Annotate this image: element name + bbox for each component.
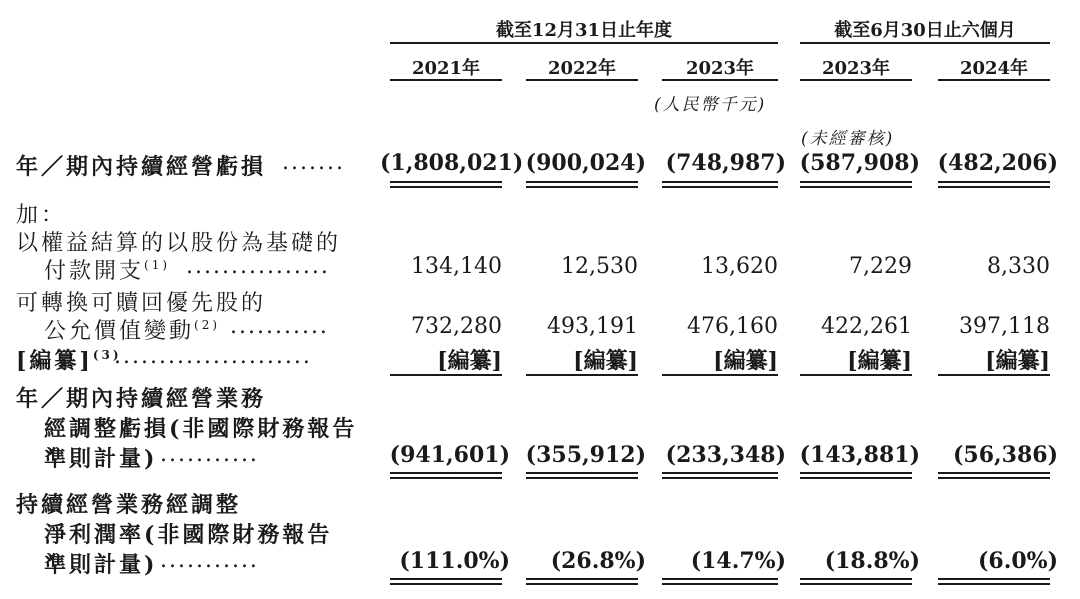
- adj-margin-leader: ...........: [160, 548, 259, 573]
- redacted-label: [編纂]$^{(3)}$: [16, 348, 122, 374]
- fair-value-label-line1: 可轉換可贖回優先股的: [16, 291, 267, 316]
- fair-value-2023: 476,160: [687, 314, 778, 339]
- adj-margin-2024-h1: (6.0%): [978, 548, 1058, 574]
- loss-underline-2022-a: [526, 181, 638, 183]
- redacted-2023: [編纂]: [713, 348, 778, 374]
- redacted-2023-h1: [編纂]: [847, 348, 912, 374]
- redacted-rule-2021: [390, 374, 502, 376]
- year-rule-2021: [390, 79, 502, 81]
- loss-underline-2022-b: [526, 186, 638, 188]
- adj-loss-underline-2024-h1-a: [938, 472, 1050, 474]
- adj-margin-2023-h1: (18.8%): [824, 548, 920, 574]
- year-header-2023-h1: 2023年: [821, 58, 891, 79]
- adj-margin-2021: (111.0%): [399, 548, 510, 574]
- year-rule-2024-h1: [938, 79, 1050, 81]
- fair-value-leader: ...........: [230, 314, 329, 339]
- adj-margin-label-line1: 持續經營業務經調整: [16, 492, 242, 518]
- adj-margin-underline-2023-a: [662, 578, 778, 580]
- adj-margin-2022: (26.8%): [550, 548, 646, 574]
- adj-margin-underline-2024-h1-a: [938, 578, 1050, 580]
- loss-leader: .......: [282, 150, 345, 175]
- fair-value-2021: 732,280: [411, 314, 502, 339]
- header-half-year-rule: [800, 42, 1050, 44]
- adj-margin-underline-2023-h1-b: [800, 583, 912, 585]
- adj-loss-label-line1: 年／期內持續經營業務: [16, 386, 267, 412]
- adj-loss-underline-2023-h1-a: [800, 472, 912, 474]
- year-header-2022: 2022年: [547, 58, 617, 79]
- loss-label: 年／期內持續經營虧損: [16, 154, 267, 180]
- adj-margin-underline-2022-b: [526, 583, 638, 585]
- adj-loss-underline-2022-b: [526, 477, 638, 479]
- year-rule-2023: [662, 79, 778, 81]
- loss-underline-2024-h1-a: [938, 181, 1050, 183]
- adj-margin-underline-2022-a: [526, 578, 638, 580]
- loss-underline-2021-b: [390, 186, 502, 188]
- share-comp-2023: 13,620: [701, 254, 778, 279]
- adj-margin-underline-2023-b: [662, 583, 778, 585]
- loss-2023: (748,987): [665, 150, 786, 176]
- redacted-2022: [編纂]: [573, 348, 638, 374]
- adj-loss-underline-2022-a: [526, 472, 638, 474]
- redacted-rule-2023-h1: [800, 374, 912, 376]
- add-label: 加：: [16, 203, 67, 228]
- adj-loss-leader: ...........: [160, 442, 259, 467]
- loss-underline-2021-a: [390, 181, 502, 183]
- adj-loss-2021: (941,601): [389, 442, 510, 468]
- header-full-year-rule: [390, 42, 778, 44]
- adj-loss-underline-2023-b: [662, 477, 778, 479]
- year-header-2021: 2021年: [411, 58, 481, 79]
- adj-margin-label-line3: 準則計量): [44, 552, 158, 578]
- adj-margin-underline-2024-h1-b: [938, 583, 1050, 585]
- redacted-2024-h1: [編纂]: [985, 348, 1050, 374]
- fair-value-2022: 493,191: [547, 314, 638, 339]
- adj-margin-underline-2023-h1-a: [800, 578, 912, 580]
- loss-underline-2023-h1-a: [800, 181, 912, 183]
- share-comp-label-line2: 付款開支$^{(1)}$: [44, 258, 171, 284]
- loss-underline-2023-h1-b: [800, 186, 912, 188]
- loss-2021: (1,808,021): [380, 150, 524, 176]
- adj-loss-2022: (355,912): [525, 442, 646, 468]
- share-comp-2022: 12,530: [561, 254, 638, 279]
- adj-loss-underline-2023-a: [662, 472, 778, 474]
- adj-loss-underline-2023-h1-b: [800, 477, 912, 479]
- loss-underline-2024-h1-b: [938, 186, 1050, 188]
- loss-2022: (900,024): [525, 150, 646, 176]
- loss-2023-h1: (587,908): [799, 150, 920, 176]
- adj-loss-underline-2021-a: [390, 472, 502, 474]
- loss-underline-2023-a: [662, 181, 778, 183]
- adj-loss-label-line3: 準則計量): [44, 446, 158, 472]
- adj-margin-label-line2: 淨利潤率(非國際財務報告: [44, 522, 333, 548]
- adj-loss-2023: (233,348): [665, 442, 786, 468]
- adj-margin-underline-2021-a: [390, 578, 502, 580]
- year-header-2023: 2023年: [685, 58, 755, 79]
- loss-underline-2023-b: [662, 186, 778, 188]
- adj-loss-2024-h1: (56,386): [952, 442, 1058, 468]
- adj-loss-underline-2021-b: [390, 477, 502, 479]
- adj-loss-underline-2024-h1-b: [938, 477, 1050, 479]
- redacted-rule-2024-h1: [938, 374, 1050, 376]
- fair-value-2024-h1: 397,118: [959, 314, 1050, 339]
- header-half-year: 截至6月30日止六個月: [834, 20, 1016, 41]
- adj-loss-label-line2: 經調整虧損(非國際財務報告: [44, 416, 358, 442]
- year-rule-2022: [526, 79, 638, 81]
- year-rule-2023-h1: [800, 79, 912, 81]
- redacted-rule-2022: [526, 374, 638, 376]
- year-header-2024-h1: 2024年: [959, 58, 1029, 79]
- share-comp-label-line1: 以權益結算的以股份為基礎的: [16, 231, 342, 256]
- redacted-2021: [編纂]: [437, 348, 502, 374]
- share-comp-leader: ................: [186, 254, 330, 279]
- share-comp-2024-h1: 8,330: [987, 254, 1050, 279]
- currency-note: (人民幣千元): [654, 95, 767, 115]
- redacted-rule-2023: [662, 374, 778, 376]
- adj-margin-2023: (14.7%): [690, 548, 786, 574]
- adj-loss-2023-h1: (143,881): [799, 442, 920, 468]
- fair-value-label-line2: 公允價值變動$^{(2)}$: [44, 318, 221, 344]
- loss-2024-h1: (482,206): [937, 150, 1058, 176]
- header-full-year: 截至12月31日止年度: [495, 20, 673, 41]
- unaudited-note: (未經審核): [801, 129, 895, 149]
- share-comp-2023-h1: 7,229: [849, 254, 912, 279]
- adj-margin-underline-2021-b: [390, 583, 502, 585]
- fair-value-2023-h1: 422,261: [821, 314, 912, 339]
- share-comp-2021: 134,140: [411, 254, 502, 279]
- redacted-leader: ......................: [114, 344, 312, 369]
